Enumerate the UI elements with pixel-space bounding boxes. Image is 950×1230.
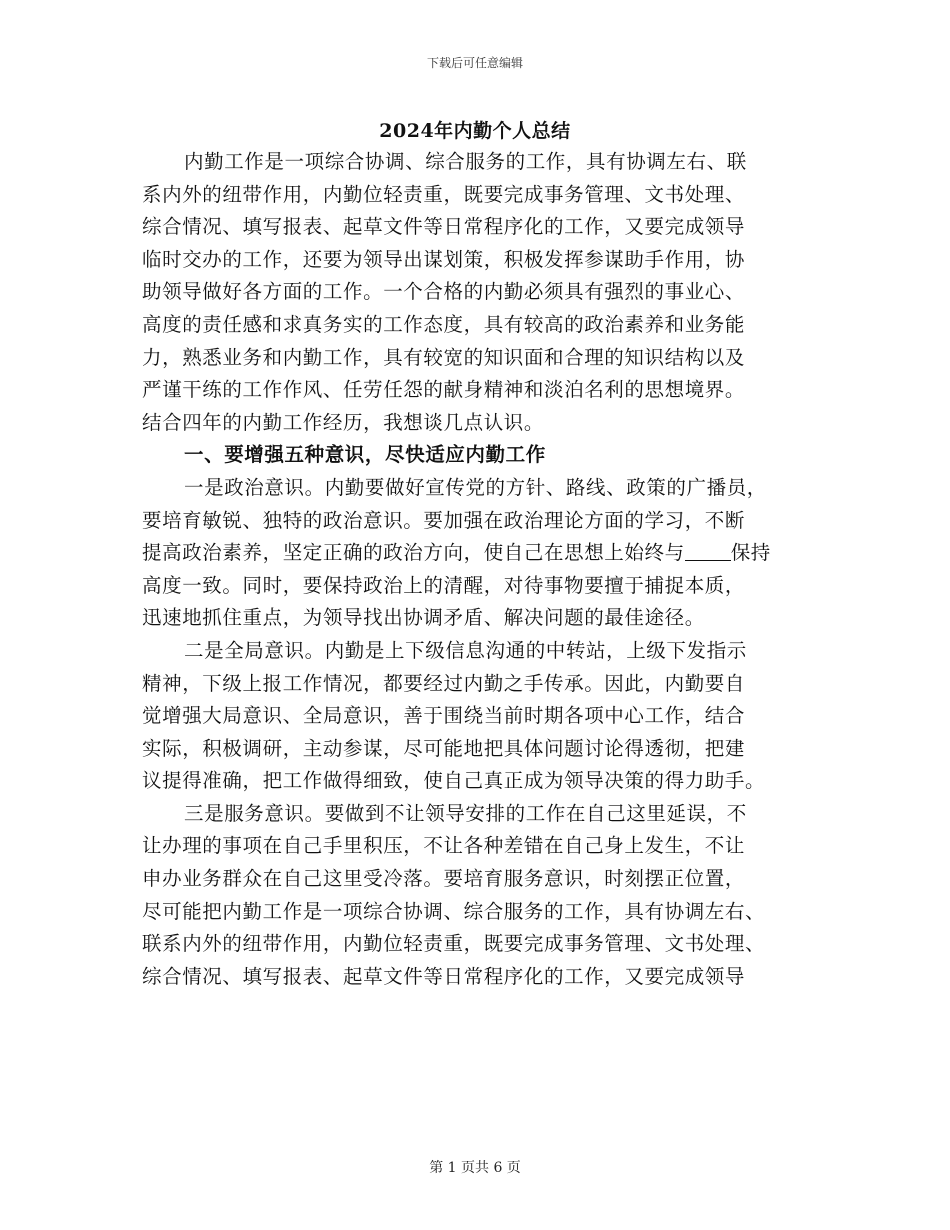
text-line-content: 助领导做好各方面的工作。一个合格的内勤必须具有强烈的事业心、: [142, 280, 746, 304]
text-line: [142, 472, 808, 505]
text-line-content: 一是政治意识。内勤要做好宣传党的方针、路线、政策的广播员，: [184, 475, 767, 499]
header-note: 下载后可任意编辑: [426, 56, 523, 70]
text-line: [142, 700, 808, 733]
text-line: [142, 602, 808, 635]
text-line-content: 迅速地抓住重点，为领导找出协调矛盾、解决问题的最佳途径。: [142, 606, 705, 630]
text-line: [142, 342, 808, 375]
text-line-content: 综合情况、填写报表、起草文件等日常程序化的工作，又要完成领导: [142, 215, 746, 239]
text-line: [142, 244, 808, 277]
text-line: [142, 537, 808, 570]
text-line-content: 申办业务群众在自己这里受冷落。要培育服务意识，时刻摆正位置，: [142, 867, 746, 891]
text-line: [142, 668, 808, 701]
text-line-content: 临时交办的工作，还要为领导出谋划策，积极发挥参谋助手作用，协: [142, 247, 746, 271]
text-line: [142, 407, 808, 440]
text-line: [142, 211, 808, 244]
text-line: [142, 863, 808, 896]
text-line: [142, 798, 808, 831]
text-line-content: 联系内外的纽带作用，内勤位轻责重，既要完成事务管理、文书处理、: [142, 932, 766, 956]
text-line-content: 综合情况、填写报表、起草文件等日常程序化的工作，又要完成领导: [142, 964, 746, 988]
text-line-content: 实际，积极调研，主动参谋，尽可能地把具体问题讨论得透彻，把建: [142, 736, 746, 760]
text-line: [142, 928, 808, 961]
text-line-content: 让办理的事项在自己手里积压，不让各种差错在自己身上发生，不让: [142, 834, 746, 858]
text-line-content: 力，熟悉业务和内勤工作，具有较宽的知识面和合理的知识结构以及: [142, 345, 746, 369]
fill-in-blank: [685, 542, 731, 561]
text-line-content: 觉增强大局意识、全局意识，善于围绕当前时期各项中心工作，结合: [142, 704, 746, 728]
text-line: [142, 276, 808, 309]
text-line: [142, 505, 808, 538]
text-line-content: 内勤工作是一项综合协调、综合服务的工作，具有协调左右、联: [184, 150, 747, 173]
text-line-content: 提高政治素养，坚定正确的政治方向，使自己在思想上始终与: [142, 541, 685, 565]
text-line: [142, 309, 808, 342]
text-line: [142, 146, 808, 179]
document-title: 2024年内勤个人总结: [379, 120, 571, 142]
text-line-content: 系内外的纽带作用，内勤位轻责重，既要完成事务管理、文书处理、: [142, 182, 746, 206]
text-line-content: 严谨干练的工作作风、任劳任怨的献身精神和淡泊名利的思想境界。: [142, 378, 746, 402]
text-line-content: 尽可能把内勤工作是一项综合协调、综合服务的工作，具有协调左右、: [142, 899, 766, 923]
page-footer: 第 1 页共 6 页: [429, 1160, 521, 1176]
text-line-content: 议提得准确，把工作做得细致，使自己真正成为领导决策的得力助手。: [142, 769, 766, 793]
text-line: [142, 179, 808, 212]
text-line: [142, 830, 808, 863]
text-line-content: 高度一致。同时，要保持政治上的清醒，对待事物要擅于捕捉本质，: [142, 573, 746, 597]
text-line-content: 结合四年的内勤工作经历，我想谈几点认识。: [142, 410, 545, 434]
text-line-content: 要培育敏锐、独特的政治意识。要加强在政治理论方面的学习，不断: [142, 508, 746, 532]
text-line: [142, 374, 808, 407]
text-line: [142, 570, 808, 603]
text-line-content: 高度的责任感和求真务实的工作态度，具有较高的政治素养和业务能: [142, 312, 746, 336]
text-line: [142, 635, 808, 668]
text-line-content: 二是全局意识。内勤是上下级信息沟通的中转站，上级下发指示: [184, 638, 747, 662]
document-body: [142, 146, 808, 993]
text-line-content: 一、要增强五种意识，尽快适应内勤工作: [184, 443, 546, 467]
text-line-tail: 保持: [730, 541, 771, 565]
text-line: [142, 765, 808, 798]
section-heading: [142, 439, 808, 472]
text-line-content: 精神，下级上报工作情况，都要经过内勤之手传承。因此，内勤要自: [142, 671, 746, 695]
text-line: [142, 961, 808, 994]
text-line: [142, 733, 808, 766]
text-line: [142, 896, 808, 929]
text-line-content: 三是服务意识。要做到不让领导安排的工作在自己这里延误，不: [184, 801, 747, 825]
